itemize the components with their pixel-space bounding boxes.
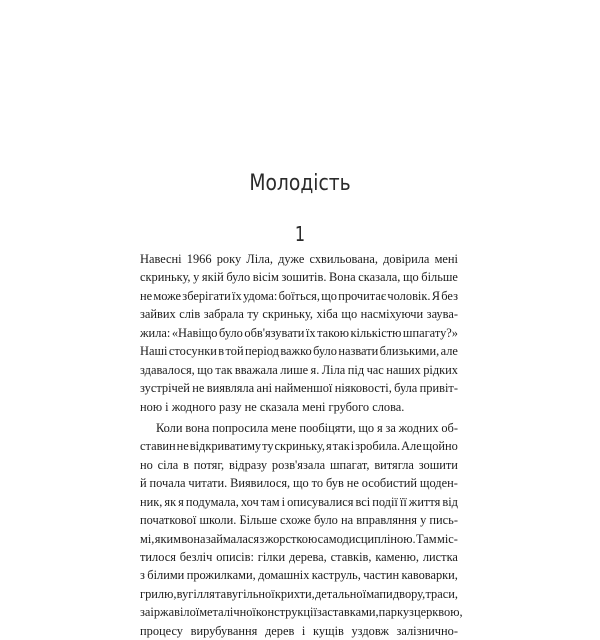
text-line: заіржавілої металічної конструкції за ставками, парку з церквою,: [140, 605, 463, 620]
text-line: й почала читати. Виявилося, що то був не особистий щоден-: [140, 476, 458, 491]
text-line: Навесні 1966 року Ліла, дуже схвильована, довірила мені: [140, 252, 458, 266]
text-line: грилю, вугілля та вугільної крихти, детальної мапи двору, траси,: [140, 586, 458, 601]
text-line: ною і жодного разу не сказала мені грубого слова.: [140, 399, 405, 414]
text-line: но сіла в потяг, відразу розв'язала шпагат, витягла зошити: [140, 457, 458, 472]
chapter-number: 1: [294, 222, 306, 246]
text-line: жила: «Навіщо було обв'язувати їх такою кількістю шпагату?»: [140, 325, 458, 340]
text-line: ник, як я подумала, хоч там і описувалися всі події її життя від: [140, 494, 458, 509]
text-line: процесу вирубування дерев і кущів уздовж залізнично-: [140, 623, 458, 638]
text-line: з білими прожилками, домашніх каструль, частин кавоварки,: [140, 568, 458, 583]
text-line: початкової школи. Більше схоже було на вправляння у пись-: [140, 513, 458, 528]
paragraph: [140, 419, 463, 640]
section-title: Молодість: [249, 171, 351, 196]
text-line: здавалося, що так вважала лише я. Ліла під час наших рідких: [140, 362, 458, 377]
text-line: ставин не відкриватиму ту скриньку, я так і зробила. Але щойно: [140, 439, 458, 454]
text-line: зустрічей не виявляла ані найменшої ніяковості, була привіт-: [140, 381, 458, 396]
text-line: мі, яким вона займалася з жорсткою самодисципліною. Там міс-: [140, 531, 458, 546]
text-line: Наші стосунки в той період важко було назвати близькими, але: [140, 344, 458, 359]
text-line: скриньку, у якій було вісім зошитів. Вона сказала, що більше: [140, 270, 458, 285]
paragraph: [140, 250, 458, 416]
text-line: Коли вона попросила мене пообіцяти, що я за жодних об-: [156, 420, 458, 435]
body-text: [140, 250, 463, 640]
text-line: тилося безліч описів: гілки дерева, ставків, каменю, листка: [140, 550, 458, 564]
text-line: зайвих слів забрала ту скриньку, хіба що насміхуючи заува-: [140, 307, 458, 322]
text-line: не може зберігати їх удома: боїться, що прочитає чоловік. Я без: [140, 288, 458, 303]
